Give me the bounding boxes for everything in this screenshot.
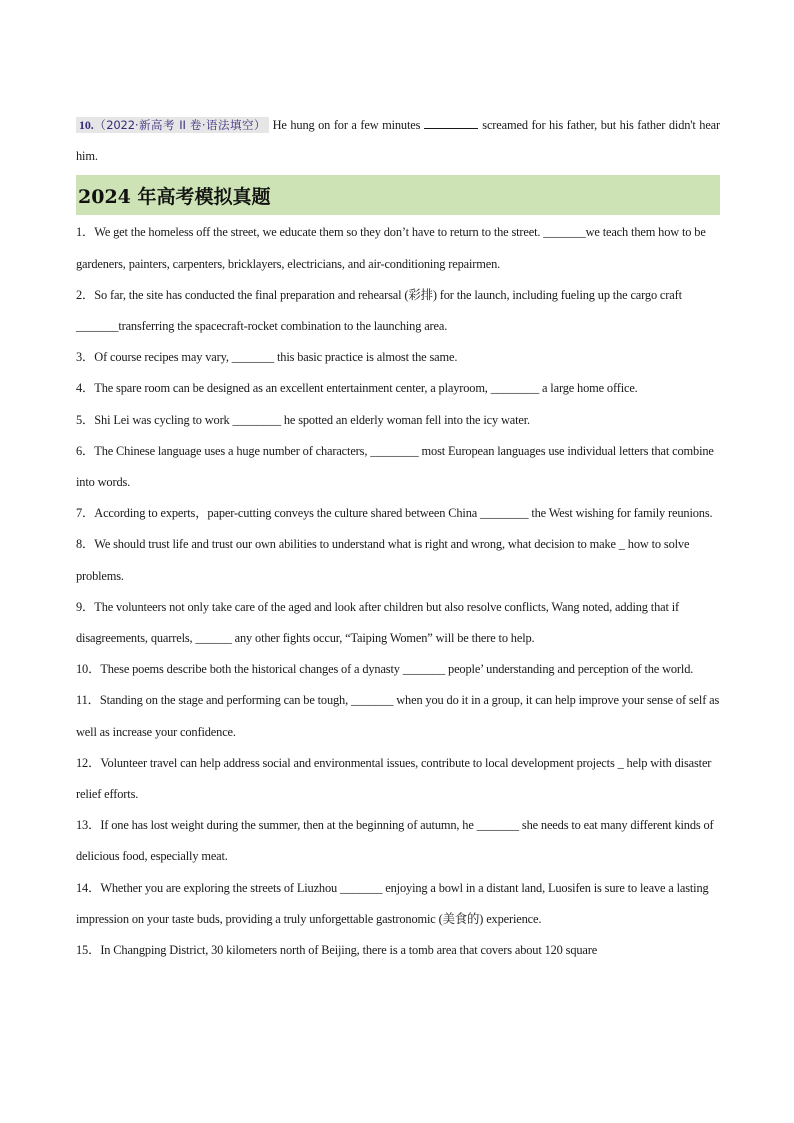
document-page bbox=[76, 110, 720, 966]
source-tag bbox=[76, 117, 269, 133]
section-heading-bar bbox=[76, 175, 720, 215]
question-item: 14．Whether you are exploring the streets of Liuzhou _______ enjoying a bowl in a distant land, Luosifen is sure to leave a lasting impression on your taste buds, providing a truly unforgettable gastronomic (美食的) experience. bbox=[76, 880, 709, 926]
question-text-after: screamed for his father, but his father didn't hear him. bbox=[76, 118, 721, 164]
question-item: 11．Standing on the stage and performing can be tough, _______ when you do it in a group, it can help improve your sense of self as well as increase your confidence. bbox=[76, 693, 720, 739]
question-item: 2．So far, the site has conducted the final preparation and rehearsal (彩排) for the launch, including fueling up the cargo craft _______transferring the spacecraft-rocket combination to the launching area. bbox=[76, 287, 682, 334]
question-text-before: He hung on for a few minutes bbox=[272, 118, 421, 132]
question-item: 4．The spare room can be designed as an excellent entertainment center, a playroom, ________ a large home office. bbox=[76, 381, 638, 396]
question-item: 12．Volunteer travel can help address social and environmental issues, contribute to local development projects _ help with disaster relief efforts. bbox=[76, 755, 712, 802]
question-item: 3．Of course recipes may vary, _______ this basic practice is almost the same. bbox=[76, 350, 458, 365]
question-item: 15．In Changping District, 30 kilometers north of Beijing, there is a tomb area that covers about 120 square bbox=[76, 943, 598, 958]
answer-blank[interactable] bbox=[424, 118, 478, 129]
question-number: 10. bbox=[79, 118, 94, 132]
section-heading: 2024 年高考模拟真题 bbox=[78, 185, 271, 208]
question-item: 5．Shi Lei was cycling to work ________ he spotted an elderly woman fell into the icy water. bbox=[76, 412, 530, 427]
question-item: 6．The Chinese language uses a huge number of characters, ________ most European languages use individual letters that combine into words. bbox=[76, 443, 714, 490]
source-label: （2022·新高考 II 卷·语法填空） bbox=[93, 118, 266, 132]
question-item: 13．If one has lost weight during the summer, then at the beginning of autumn, he _______ she needs to eat many different kinds of delicious food, especially meat. bbox=[76, 818, 714, 864]
question-10 bbox=[76, 110, 720, 172]
question-item: 1．We get the homeless off the street, we educate them so they don’t have to return to the street. _______we teach them how to be gardeners, painters, carpenters, bricklayers, electricians, and air-conditioning repairmen. bbox=[76, 225, 706, 271]
question-item: 10．These poems describe both the historical changes of a dynasty _______ people’ understanding and perception of the world. bbox=[76, 662, 694, 677]
question-item: 7．According to experts，paper-cutting conveys the culture shared between China ________ the West wishing for family reunions. bbox=[76, 506, 713, 521]
question-item: 9．The volunteers not only take care of the aged and look after children but also resolve conflicts, Wang noted, adding that if disagreements, quarrels, ______ any other fights occur, “Taiping Women” will be there to help. bbox=[76, 599, 679, 646]
question-item: 8．We should trust life and trust our own abilities to understand what is right and wrong, what decision to make _ how to solve problems. bbox=[76, 537, 690, 583]
